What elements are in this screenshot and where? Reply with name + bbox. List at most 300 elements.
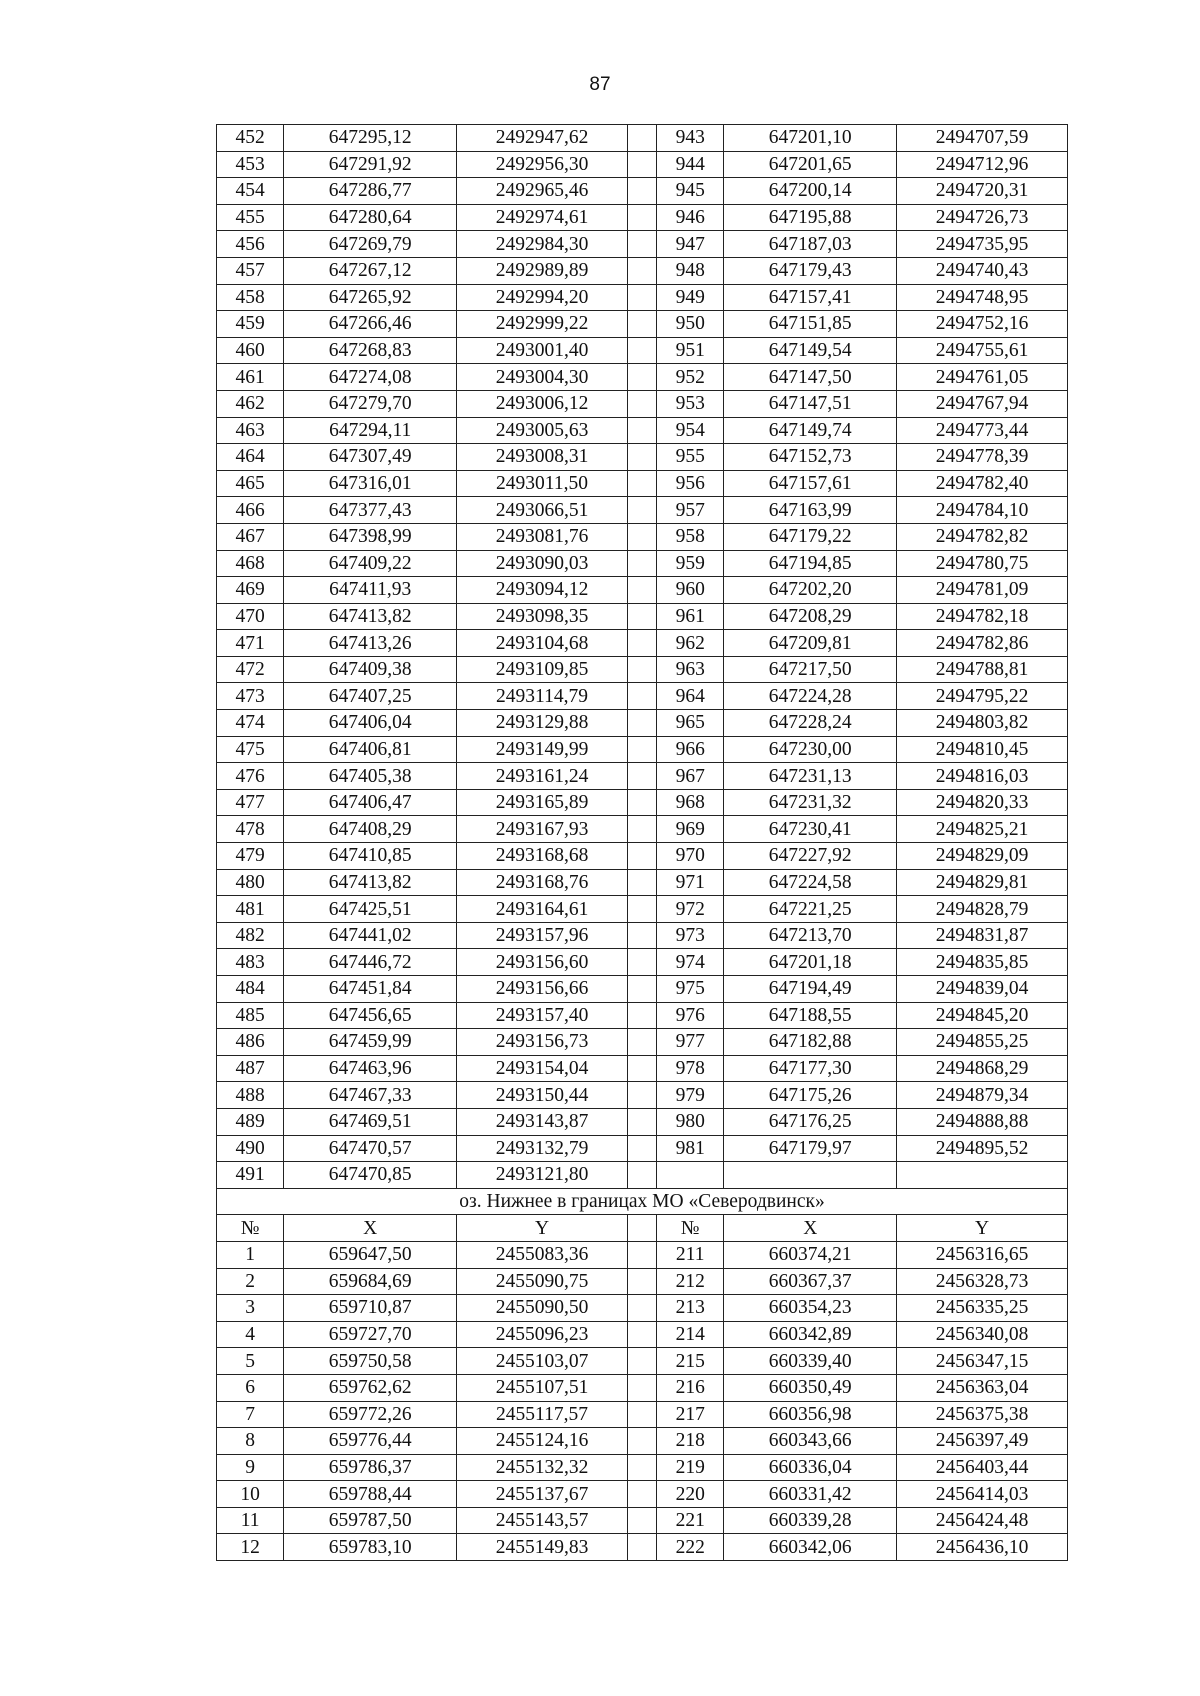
cell-y-left: 2493006,12 xyxy=(457,390,628,417)
cell-x-left: 647467,33 xyxy=(284,1082,457,1109)
cell-num-right: 953 xyxy=(657,390,724,417)
cell-x-right: 647194,49 xyxy=(724,976,897,1003)
cell-y-left: 2455096,23 xyxy=(457,1321,628,1348)
cell-y-left: 2493157,40 xyxy=(457,1002,628,1029)
cell-num-left: 480 xyxy=(217,869,284,896)
cell-num-right: 217 xyxy=(657,1401,724,1428)
cell-x-left: 647411,93 xyxy=(284,577,457,604)
cell-num-right: 218 xyxy=(657,1428,724,1455)
cell-x-right: 647157,41 xyxy=(724,284,897,311)
table-row xyxy=(217,922,1068,949)
table-row xyxy=(217,151,1068,178)
cell-x-left: 647377,43 xyxy=(284,497,457,524)
cell-y-right: 2456424,48 xyxy=(897,1507,1068,1534)
cell-num-right: 948 xyxy=(657,257,724,284)
cell-x-right: 660350,49 xyxy=(724,1374,897,1401)
cell-num-right: 215 xyxy=(657,1348,724,1375)
cell-y-right: 2494839,04 xyxy=(897,976,1068,1003)
gap-cell xyxy=(627,125,656,152)
cell-num-left: 473 xyxy=(217,683,284,710)
cell-x-left: 647413,82 xyxy=(284,869,457,896)
gap-cell xyxy=(627,789,656,816)
cell-num-right: 960 xyxy=(657,577,724,604)
cell-x-right: 647230,41 xyxy=(724,816,897,843)
gap-cell xyxy=(627,603,656,630)
cell-num-left: 456 xyxy=(217,231,284,258)
gap-cell xyxy=(627,1135,656,1162)
cell-y-left: 2455107,51 xyxy=(457,1374,628,1401)
cell-x-right: 647231,32 xyxy=(724,789,897,816)
gap-cell xyxy=(627,577,656,604)
cell-num-right: 213 xyxy=(657,1295,724,1322)
cell-num-right: 973 xyxy=(657,922,724,949)
cell-y-right: 2456316,65 xyxy=(897,1241,1068,1268)
cell-y-right: 2494761,05 xyxy=(897,364,1068,391)
table-row xyxy=(217,1002,1068,1029)
cell-num-left: 5 xyxy=(217,1348,284,1375)
cell-x-right: 660339,28 xyxy=(724,1507,897,1534)
table-row xyxy=(217,1295,1068,1322)
cell-num-left: 465 xyxy=(217,470,284,497)
cell-x-right: 647230,00 xyxy=(724,736,897,763)
cell-x-right: 647147,50 xyxy=(724,364,897,391)
header-num-left: № xyxy=(217,1215,284,1242)
table-row xyxy=(217,284,1068,311)
header-y-left: Y xyxy=(457,1215,628,1242)
cell-num-right: 980 xyxy=(657,1108,724,1135)
section-title: оз. Нижнее в границах МО «Северодвинск» xyxy=(217,1188,1068,1215)
cell-num-right: 979 xyxy=(657,1082,724,1109)
table-row xyxy=(217,257,1068,284)
cell-num-right: 943 xyxy=(657,125,724,152)
cell-y-right: 2456340,08 xyxy=(897,1321,1068,1348)
cell-y-right: 2494782,18 xyxy=(897,603,1068,630)
gap-cell xyxy=(627,523,656,550)
cell-x-left: 647316,01 xyxy=(284,470,457,497)
cell-x-left: 647406,81 xyxy=(284,736,457,763)
cell-y-left: 2492999,22 xyxy=(457,311,628,338)
cell-y-left: 2455117,57 xyxy=(457,1401,628,1428)
table-row xyxy=(217,231,1068,258)
cell-x-left: 647463,96 xyxy=(284,1055,457,1082)
table-row xyxy=(217,816,1068,843)
cell-num-right: 946 xyxy=(657,204,724,231)
cell-x-left: 647446,72 xyxy=(284,949,457,976)
cell-y-right: 2494810,45 xyxy=(897,736,1068,763)
table-row xyxy=(217,1268,1068,1295)
cell-y-right: 2494782,82 xyxy=(897,523,1068,550)
gap-cell xyxy=(627,284,656,311)
cell-y-right: 2494782,86 xyxy=(897,630,1068,657)
table-row xyxy=(217,603,1068,630)
gap-cell xyxy=(627,257,656,284)
cell-num-left: 464 xyxy=(217,444,284,471)
cell-y-left: 2493098,35 xyxy=(457,603,628,630)
cell-num-right: 214 xyxy=(657,1321,724,1348)
cell-y-left: 2493156,73 xyxy=(457,1029,628,1056)
cell-num-right: 968 xyxy=(657,789,724,816)
cell-y-right: 2494795,22 xyxy=(897,683,1068,710)
cell-y-left: 2492956,30 xyxy=(457,151,628,178)
cell-x-right: 647152,73 xyxy=(724,444,897,471)
cell-y-left: 2455149,83 xyxy=(457,1534,628,1561)
table-row xyxy=(217,1135,1068,1162)
cell-num-right: 959 xyxy=(657,550,724,577)
table-row xyxy=(217,1055,1068,1082)
cell-y-right: 2494829,09 xyxy=(897,843,1068,870)
cell-x-right: 647208,29 xyxy=(724,603,897,630)
cell-x-left: 659786,37 xyxy=(284,1454,457,1481)
cell-y-right: 2494828,79 xyxy=(897,896,1068,923)
table-row xyxy=(217,1348,1068,1375)
cell-x-left: 647268,83 xyxy=(284,337,457,364)
cell-y-right: 2494888,88 xyxy=(897,1108,1068,1135)
cell-y-right: 2494855,25 xyxy=(897,1029,1068,1056)
table-row xyxy=(217,843,1068,870)
cell-y-right: 2494781,09 xyxy=(897,577,1068,604)
cell-x-right: 647209,81 xyxy=(724,630,897,657)
gap-cell xyxy=(627,1481,656,1508)
gap-cell xyxy=(627,1348,656,1375)
cell-x-left: 647398,99 xyxy=(284,523,457,550)
cell-x-right: 660342,06 xyxy=(724,1534,897,1561)
cell-num-right: 212 xyxy=(657,1268,724,1295)
table-row xyxy=(217,497,1068,524)
cell-x-left: 659647,50 xyxy=(284,1241,457,1268)
cell-x-right: 647149,54 xyxy=(724,337,897,364)
cell-num-left: 477 xyxy=(217,789,284,816)
cell-x-right: 660343,66 xyxy=(724,1428,897,1455)
cell-x-left: 647286,77 xyxy=(284,178,457,205)
cell-num-left: 474 xyxy=(217,710,284,737)
table-row xyxy=(217,763,1068,790)
cell-y-right: 2494755,61 xyxy=(897,337,1068,364)
cell-x-left: 647274,08 xyxy=(284,364,457,391)
cell-num-right: 978 xyxy=(657,1055,724,1082)
cell-num-right: 954 xyxy=(657,417,724,444)
gap-cell xyxy=(627,151,656,178)
cell-y-right: 2494782,40 xyxy=(897,470,1068,497)
cell-y-right: 2494803,82 xyxy=(897,710,1068,737)
cell-x-right: 660339,40 xyxy=(724,1348,897,1375)
cell-x-right: 647217,50 xyxy=(724,656,897,683)
cell-num-left: 463 xyxy=(217,417,284,444)
cell-y-left: 2493094,12 xyxy=(457,577,628,604)
cell-x-left: 647413,82 xyxy=(284,603,457,630)
cell-x-left: 647406,04 xyxy=(284,710,457,737)
cell-num-right: 974 xyxy=(657,949,724,976)
cell-num-left: 458 xyxy=(217,284,284,311)
cell-num-right: 981 xyxy=(657,1135,724,1162)
cell-num-left: 490 xyxy=(217,1135,284,1162)
gap-cell xyxy=(627,1029,656,1056)
cell-num-right: 963 xyxy=(657,656,724,683)
cell-x-right: 647201,10 xyxy=(724,125,897,152)
cell-y-left: 2455083,36 xyxy=(457,1241,628,1268)
cell-x-right: 647163,99 xyxy=(724,497,897,524)
cell-x-right: 647224,58 xyxy=(724,869,897,896)
table-part-a xyxy=(217,125,1068,1189)
cell-num-right: 221 xyxy=(657,1507,724,1534)
cell-y-right: 2456363,04 xyxy=(897,1374,1068,1401)
gap-cell xyxy=(627,816,656,843)
table-row xyxy=(217,896,1068,923)
cell-num-left: 488 xyxy=(217,1082,284,1109)
cell-x-left: 647405,38 xyxy=(284,763,457,790)
cell-x-right: 660374,21 xyxy=(724,1241,897,1268)
gap-cell xyxy=(627,1321,656,1348)
cell-y-right: 2494831,87 xyxy=(897,922,1068,949)
cell-y-left: 2493114,79 xyxy=(457,683,628,710)
cell-y-right: 2456328,73 xyxy=(897,1268,1068,1295)
cell-y-right: 2494816,03 xyxy=(897,763,1068,790)
cell-y-right: 2456403,44 xyxy=(897,1454,1068,1481)
cell-x-left: 647307,49 xyxy=(284,444,457,471)
cell-x-left: 659787,50 xyxy=(284,1507,457,1534)
table-row xyxy=(217,656,1068,683)
cell-x-left: 647265,92 xyxy=(284,284,457,311)
table-row xyxy=(217,550,1068,577)
gap-cell xyxy=(627,470,656,497)
table-row xyxy=(217,1374,1068,1401)
cell-y-left: 2492974,61 xyxy=(457,204,628,231)
cell-y-left: 2492947,62 xyxy=(457,125,628,152)
cell-num-left: 471 xyxy=(217,630,284,657)
gap-cell xyxy=(627,656,656,683)
cell-x-left: 647413,26 xyxy=(284,630,457,657)
cell-num-right: 952 xyxy=(657,364,724,391)
cell-x-right: 647182,88 xyxy=(724,1029,897,1056)
cell-num-left: 469 xyxy=(217,577,284,604)
cell-y-left: 2493164,61 xyxy=(457,896,628,923)
cell-x-right: 647179,22 xyxy=(724,523,897,550)
cell-num-right: 956 xyxy=(657,470,724,497)
cell-x-left: 647470,85 xyxy=(284,1162,457,1189)
cell-y-right: 2494780,75 xyxy=(897,550,1068,577)
cell-num-right: 961 xyxy=(657,603,724,630)
cell-num-right: 958 xyxy=(657,523,724,550)
table-row xyxy=(217,390,1068,417)
cell-y-right: 2456436,10 xyxy=(897,1534,1068,1561)
gap-cell xyxy=(627,843,656,870)
cell-y-right: 2494820,33 xyxy=(897,789,1068,816)
cell-y-left: 2493157,96 xyxy=(457,922,628,949)
cell-x-left: 647408,29 xyxy=(284,816,457,843)
cell-y-left: 2493149,99 xyxy=(457,736,628,763)
cell-x-left: 647294,11 xyxy=(284,417,457,444)
cell-y-left: 2493143,87 xyxy=(457,1108,628,1135)
cell-y-right: 2494835,85 xyxy=(897,949,1068,976)
table-row xyxy=(217,178,1068,205)
cell-x-right: 647231,13 xyxy=(724,763,897,790)
cell-y-left: 2493132,79 xyxy=(457,1135,628,1162)
cell-num-right: 966 xyxy=(657,736,724,763)
cell-x-right: 647179,43 xyxy=(724,257,897,284)
cell-x-left: 647425,51 xyxy=(284,896,457,923)
table-row xyxy=(217,577,1068,604)
cell-x-left: 647469,51 xyxy=(284,1108,457,1135)
cell-y-left: 2493129,88 xyxy=(457,710,628,737)
cell-x-right: 660336,04 xyxy=(724,1454,897,1481)
cell-x-left: 647279,70 xyxy=(284,390,457,417)
cell-x-left: 647406,47 xyxy=(284,789,457,816)
cell-y-left: 2493008,31 xyxy=(457,444,628,471)
cell-y-left: 2455103,07 xyxy=(457,1348,628,1375)
cell-y-right: 2494879,34 xyxy=(897,1082,1068,1109)
cell-x-right: 660331,42 xyxy=(724,1481,897,1508)
cell-y-left: 2493090,03 xyxy=(457,550,628,577)
cell-num-left: 485 xyxy=(217,1002,284,1029)
cell-num-right: 222 xyxy=(657,1534,724,1561)
cell-y-right: 2494712,96 xyxy=(897,151,1068,178)
cell-x-right: 647201,18 xyxy=(724,949,897,976)
gap-cell xyxy=(627,1428,656,1455)
cell-y-left: 2455132,32 xyxy=(457,1454,628,1481)
cell-num-left: 3 xyxy=(217,1295,284,1322)
cell-x-left: 659750,58 xyxy=(284,1348,457,1375)
cell-x-left: 647295,12 xyxy=(284,125,457,152)
cell-y-right: 2494707,59 xyxy=(897,125,1068,152)
cell-num-left: 481 xyxy=(217,896,284,923)
table-row xyxy=(217,710,1068,737)
gap-cell xyxy=(627,204,656,231)
cell-x-left: 647459,99 xyxy=(284,1029,457,1056)
cell-x-right: 647188,55 xyxy=(724,1002,897,1029)
table-row xyxy=(217,311,1068,338)
cell-num-left: 478 xyxy=(217,816,284,843)
cell-x-left: 647280,64 xyxy=(284,204,457,231)
cell-num-right: 967 xyxy=(657,763,724,790)
cell-num-right: 945 xyxy=(657,178,724,205)
cell-y-left: 2493001,40 xyxy=(457,337,628,364)
cell-num-left: 454 xyxy=(217,178,284,205)
cell-num-left: 459 xyxy=(217,311,284,338)
gap-cell xyxy=(627,1374,656,1401)
cell-x-left: 659710,87 xyxy=(284,1295,457,1322)
cell-y-left: 2493066,51 xyxy=(457,497,628,524)
cell-y-right: 2494868,29 xyxy=(897,1055,1068,1082)
table-row xyxy=(217,736,1068,763)
gap-cell xyxy=(627,1108,656,1135)
cell-num-left: 466 xyxy=(217,497,284,524)
cell-y-right: 2494845,20 xyxy=(897,1002,1068,1029)
cell-num-right: 964 xyxy=(657,683,724,710)
table-row xyxy=(217,949,1068,976)
cell-num-left: 460 xyxy=(217,337,284,364)
gap-cell xyxy=(627,1401,656,1428)
cell-x-left: 659772,26 xyxy=(284,1401,457,1428)
cell-y-right: 2494748,95 xyxy=(897,284,1068,311)
cell-y-right: 2494778,39 xyxy=(897,444,1068,471)
cell-num-left: 1 xyxy=(217,1241,284,1268)
cell-num-left: 487 xyxy=(217,1055,284,1082)
cell-x-right: 647228,24 xyxy=(724,710,897,737)
cell-num-right xyxy=(657,1162,724,1189)
cell-x-right: 660356,98 xyxy=(724,1401,897,1428)
cell-y-right: 2456397,49 xyxy=(897,1428,1068,1455)
gap-cell xyxy=(627,1055,656,1082)
gap-cell xyxy=(627,550,656,577)
cell-num-left: 4 xyxy=(217,1321,284,1348)
table-row xyxy=(217,364,1068,391)
cell-y-right: 2456335,25 xyxy=(897,1295,1068,1322)
table-row xyxy=(217,1454,1068,1481)
cell-x-right: 647195,88 xyxy=(724,204,897,231)
header-gap xyxy=(627,1215,656,1242)
cell-y-right: 2456347,15 xyxy=(897,1348,1068,1375)
cell-x-left: 647410,85 xyxy=(284,843,457,870)
cell-x-right xyxy=(724,1162,897,1189)
cell-num-left: 461 xyxy=(217,364,284,391)
section-title-row xyxy=(217,1188,1068,1215)
cell-y-right: 2494740,43 xyxy=(897,257,1068,284)
cell-num-right: 976 xyxy=(657,1002,724,1029)
table-row xyxy=(217,683,1068,710)
cell-x-left: 647266,46 xyxy=(284,311,457,338)
cell-num-right: 975 xyxy=(657,976,724,1003)
cell-y-left: 2493005,63 xyxy=(457,417,628,444)
gap-cell xyxy=(627,1534,656,1561)
cell-x-right: 647149,74 xyxy=(724,417,897,444)
table-row xyxy=(217,523,1068,550)
table-row xyxy=(217,1481,1068,1508)
cell-y-right: 2456375,38 xyxy=(897,1401,1068,1428)
cell-x-left: 659783,10 xyxy=(284,1534,457,1561)
cell-y-left: 2493165,89 xyxy=(457,789,628,816)
cell-y-left: 2493156,60 xyxy=(457,949,628,976)
cell-num-right: 951 xyxy=(657,337,724,364)
cell-num-left: 470 xyxy=(217,603,284,630)
cell-y-left: 2455124,16 xyxy=(457,1428,628,1455)
cell-x-right: 660354,23 xyxy=(724,1295,897,1322)
cell-num-left: 455 xyxy=(217,204,284,231)
cell-num-left: 10 xyxy=(217,1481,284,1508)
gap-cell xyxy=(627,869,656,896)
cell-y-right: 2494773,44 xyxy=(897,417,1068,444)
gap-cell xyxy=(627,630,656,657)
gap-cell xyxy=(627,1162,656,1189)
cell-y-left: 2493109,85 xyxy=(457,656,628,683)
cell-num-left: 467 xyxy=(217,523,284,550)
cell-x-right: 647202,20 xyxy=(724,577,897,604)
cell-y-right: 2494784,10 xyxy=(897,497,1068,524)
cell-num-left: 472 xyxy=(217,656,284,683)
header-x-right: X xyxy=(724,1215,897,1242)
cell-x-right: 647151,85 xyxy=(724,311,897,338)
cell-x-left: 659762,62 xyxy=(284,1374,457,1401)
table-row xyxy=(217,869,1068,896)
cell-y-right: 2494752,16 xyxy=(897,311,1068,338)
gap-cell xyxy=(627,1454,656,1481)
gap-cell xyxy=(627,390,656,417)
cell-num-right: 944 xyxy=(657,151,724,178)
gap-cell xyxy=(627,1507,656,1534)
header-y-right: Y xyxy=(897,1215,1068,1242)
cell-num-left: 489 xyxy=(217,1108,284,1135)
gap-cell xyxy=(627,1082,656,1109)
cell-x-left: 659727,70 xyxy=(284,1321,457,1348)
cell-y-left: 2492989,89 xyxy=(457,257,628,284)
cell-num-right: 947 xyxy=(657,231,724,258)
gap-cell xyxy=(627,497,656,524)
gap-cell xyxy=(627,949,656,976)
page-number: 87 xyxy=(589,74,611,95)
gap-cell xyxy=(627,922,656,949)
cell-y-left: 2493168,76 xyxy=(457,869,628,896)
gap-cell xyxy=(627,417,656,444)
cell-num-left: 479 xyxy=(217,843,284,870)
gap-cell xyxy=(627,444,656,471)
